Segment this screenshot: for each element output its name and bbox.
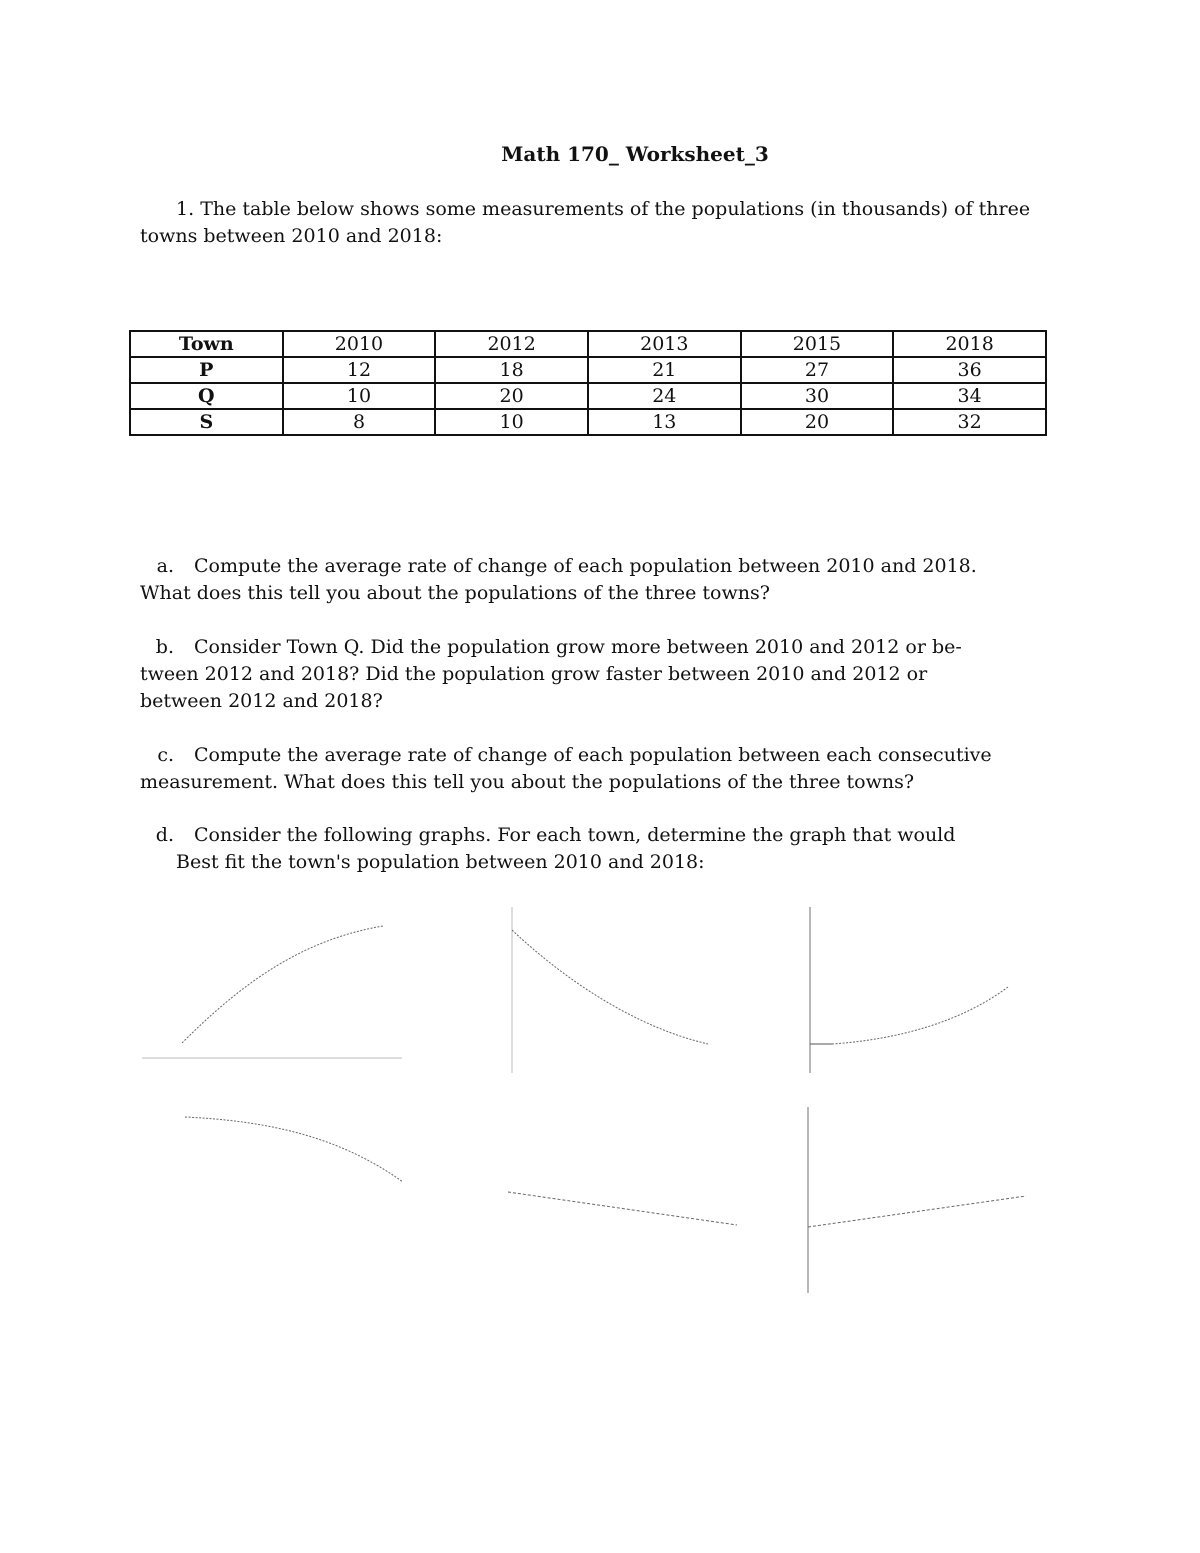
question-text-line: Compute the average rate of change of each population between each consecutive bbox=[194, 744, 992, 766]
table-header-cell: 2015 bbox=[741, 331, 894, 357]
table-cell: 13 bbox=[588, 409, 741, 435]
question-text-line: Consider Town Q. Did the population grow more between 2010 and 2012 or be- bbox=[194, 636, 962, 658]
question-text-line: tween 2012 and 2018? Did the population grow faster between 2010 and 2012 or bbox=[140, 663, 928, 685]
table-cell: 18 bbox=[435, 357, 588, 383]
table-row bbox=[130, 409, 1046, 435]
problem-1-statement bbox=[140, 196, 1040, 250]
question-label: a. bbox=[156, 555, 174, 577]
table-cell: 24 bbox=[588, 383, 741, 409]
table-row bbox=[130, 383, 1046, 409]
problem-text-line-1: The table below shows some measurements of the populations (in thousands) of three bbox=[200, 198, 1031, 220]
page-title: Math 170_ Worksheet_3 bbox=[501, 142, 769, 166]
table-cell: 36 bbox=[893, 357, 1046, 383]
graph-3 bbox=[805, 905, 1035, 1077]
table-cell: 12 bbox=[283, 357, 436, 383]
graph-6 bbox=[760, 1105, 1050, 1295]
problem-text-line-2: towns between 2010 and 2018: bbox=[140, 225, 443, 247]
question-b bbox=[140, 634, 1040, 715]
graph-5 bbox=[505, 1180, 740, 1232]
town-cell: P bbox=[130, 357, 283, 383]
table-cell: 34 bbox=[893, 383, 1046, 409]
graph-4 bbox=[140, 1105, 410, 1290]
graph-line bbox=[508, 1192, 737, 1225]
table-header-cell: 2010 bbox=[283, 331, 436, 357]
table-header-row bbox=[130, 331, 1046, 357]
population-table bbox=[129, 330, 1047, 436]
graph-line bbox=[808, 1196, 1026, 1227]
table-cell: 10 bbox=[435, 409, 588, 435]
table-header-cell: Town bbox=[130, 331, 283, 357]
question-label: c. bbox=[157, 744, 174, 766]
question-label: d. bbox=[155, 824, 174, 846]
table-cell: 10 bbox=[283, 383, 436, 409]
graph-1 bbox=[140, 900, 405, 1065]
table-header-cell: 2018 bbox=[893, 331, 1046, 357]
table-header-cell: 2012 bbox=[435, 331, 588, 357]
table-cell: 20 bbox=[741, 409, 894, 435]
town-cell: S bbox=[130, 409, 283, 435]
table-cell: 21 bbox=[588, 357, 741, 383]
question-c bbox=[140, 742, 1040, 796]
table-cell: 27 bbox=[741, 357, 894, 383]
question-text-line: between 2012 and 2018? bbox=[140, 690, 383, 712]
question-d bbox=[140, 822, 1040, 876]
question-text-line: Consider the following graphs. For each town, determine the graph that would bbox=[194, 824, 956, 846]
table-cell: 8 bbox=[283, 409, 436, 435]
question-text-line: Best fit the town's population between 2010 and 2018: bbox=[176, 851, 705, 873]
question-a bbox=[140, 553, 1040, 607]
table-cell: 32 bbox=[893, 409, 1046, 435]
graph-curve bbox=[182, 926, 383, 1043]
table-header-cell: 2013 bbox=[588, 331, 741, 357]
question-text-line: measurement. What does this tell you about the populations of the three towns? bbox=[140, 771, 915, 793]
table-cell: 30 bbox=[741, 383, 894, 409]
town-cell: Q bbox=[130, 383, 283, 409]
graph-curve bbox=[512, 930, 708, 1044]
graph-2 bbox=[505, 905, 735, 1077]
problem-number: 1. bbox=[176, 198, 195, 220]
table-cell: 20 bbox=[435, 383, 588, 409]
question-label: b. bbox=[155, 636, 174, 658]
graph-curve bbox=[832, 987, 1008, 1044]
graph-curve bbox=[185, 1117, 403, 1182]
table-row bbox=[130, 357, 1046, 383]
question-text-line: What does this tell you about the populations of the three towns? bbox=[140, 582, 770, 604]
question-text-line: Compute the average rate of change of each population between 2010 and 2018. bbox=[194, 555, 977, 577]
